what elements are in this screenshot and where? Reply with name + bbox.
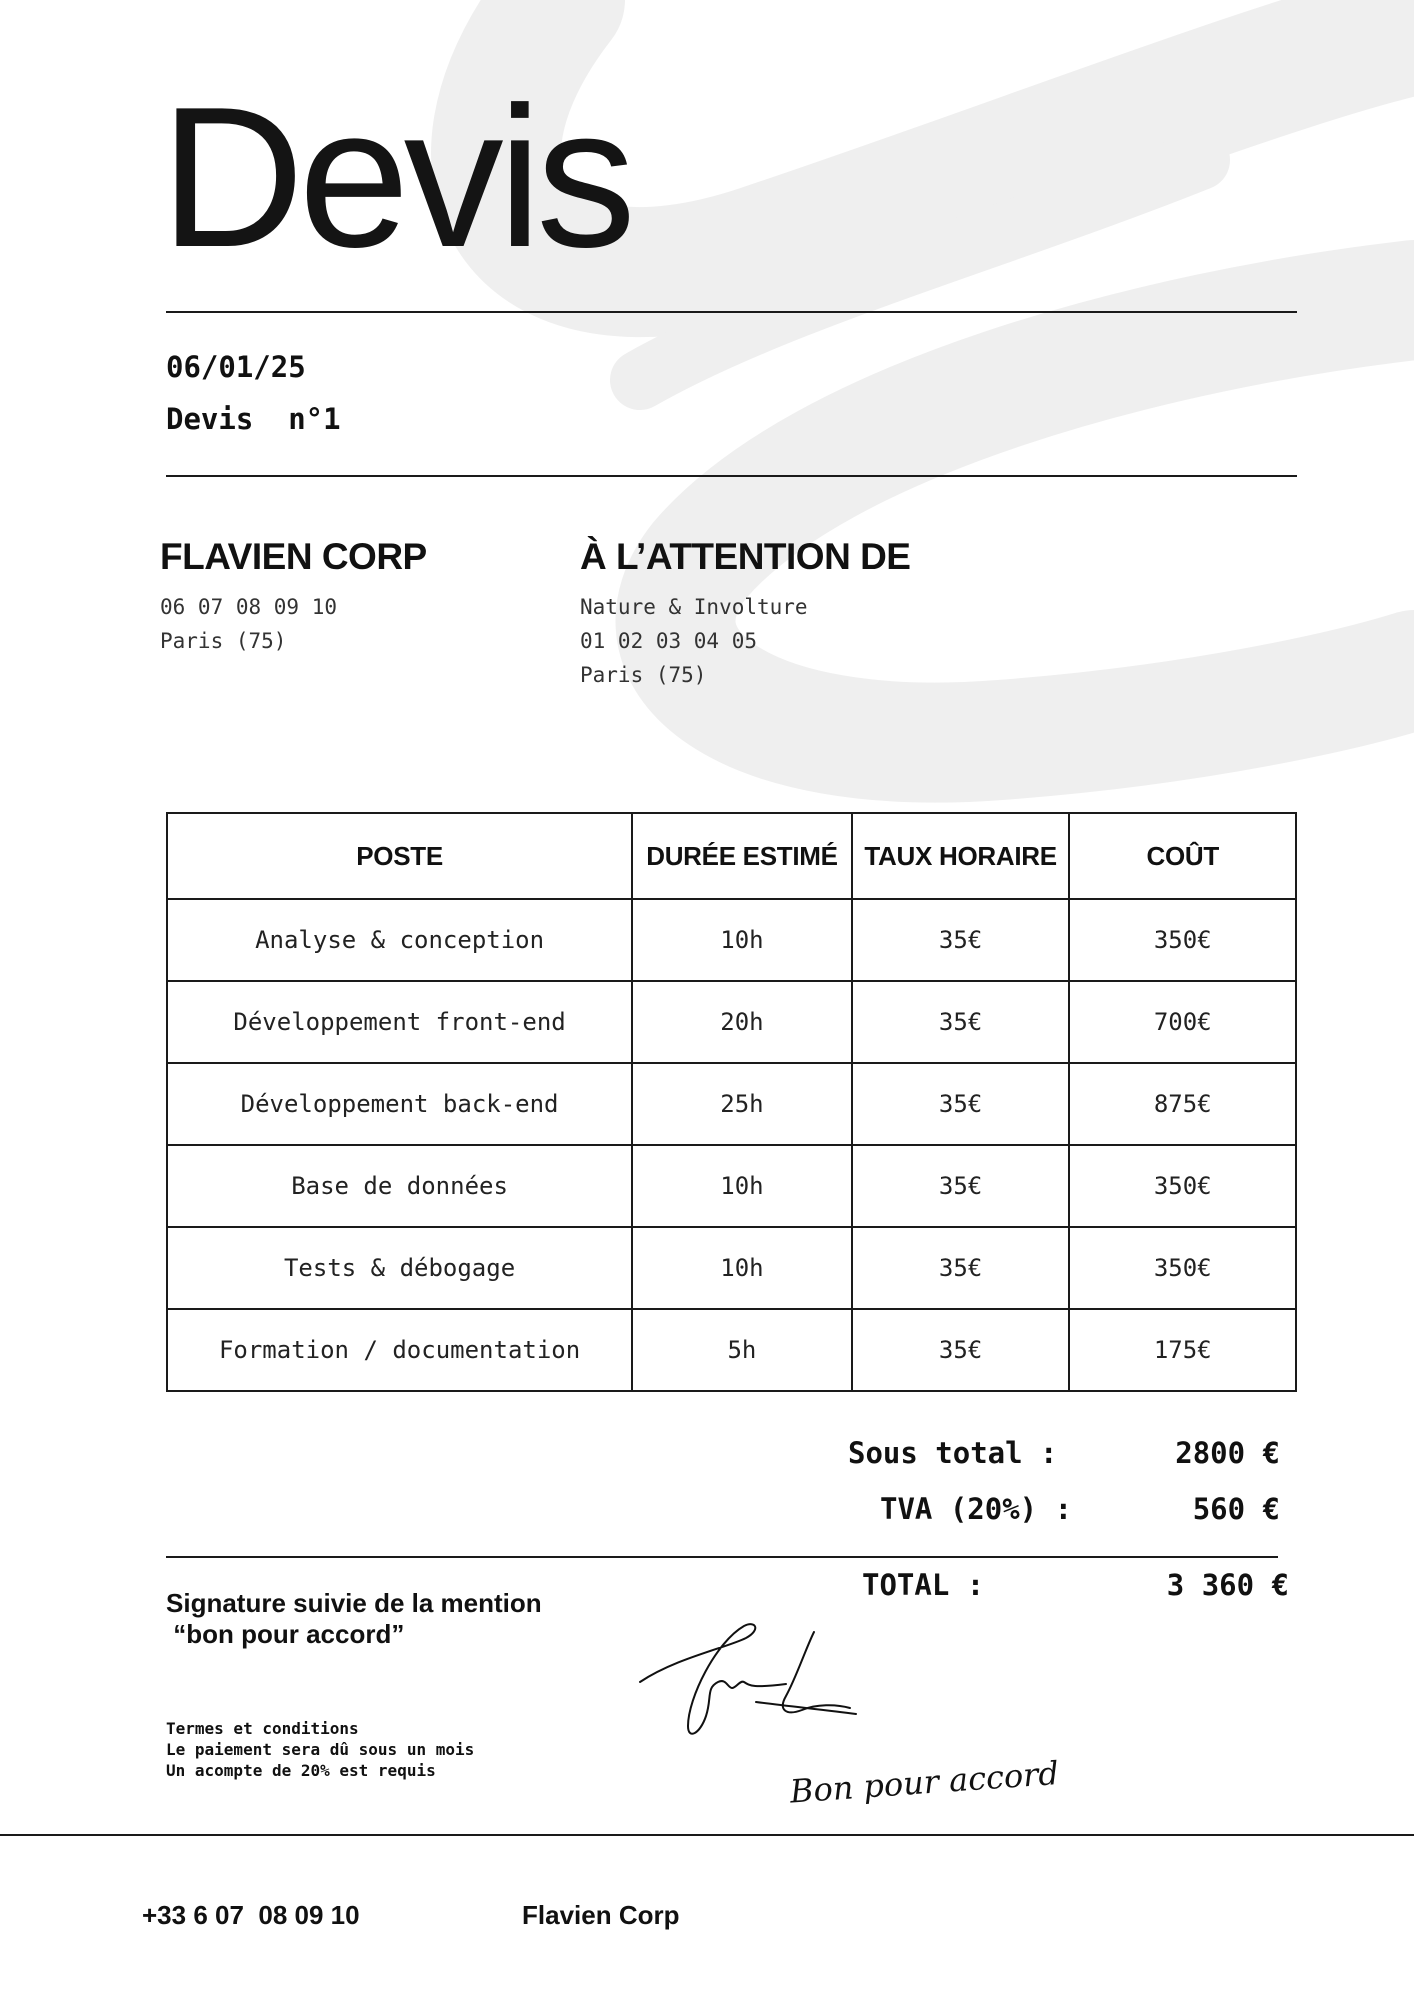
cell-taux: 35€ xyxy=(852,1227,1070,1309)
cell-cout: 350€ xyxy=(1069,1227,1296,1309)
signature-heading: Signature suivie de la mention “bon pour accord” xyxy=(166,1588,542,1649)
cell-duree: 10h xyxy=(632,899,852,981)
cell-cout: 350€ xyxy=(1069,899,1296,981)
recipient-heading: À L’ATTENTION DE xyxy=(580,536,911,577)
cell-poste: Formation / documentation xyxy=(167,1309,632,1391)
cell-cout: 350€ xyxy=(1069,1145,1296,1227)
sender-city: Paris (75) xyxy=(160,629,287,653)
cell-cout: 875€ xyxy=(1069,1063,1296,1145)
column-header-duree: DURÉE ESTIMÉ xyxy=(632,813,852,899)
totals-divider xyxy=(166,1556,1278,1558)
recipient-city: Paris (75) xyxy=(580,663,707,687)
cell-cout: 175€ xyxy=(1069,1309,1296,1391)
table-header-row xyxy=(167,813,1296,899)
terms-line-payment: Le paiement sera dû sous un mois xyxy=(166,1740,475,1759)
quote-items-table xyxy=(166,812,1297,1392)
column-header-cout: COÛT xyxy=(1069,813,1296,899)
handwritten-note-text: Bon pour accord xyxy=(788,1753,1061,1811)
table-row xyxy=(167,1145,1296,1227)
sender-block xyxy=(160,536,427,658)
column-header-poste: POSTE xyxy=(167,813,632,899)
subtotal-value: 2800 € xyxy=(1175,1436,1280,1470)
cell-taux: 35€ xyxy=(852,1309,1070,1391)
cell-poste: Développement back-end xyxy=(167,1063,632,1145)
vat-value: 560 € xyxy=(1192,1492,1280,1526)
sender-name: FLAVIEN CORP xyxy=(160,536,427,577)
recipient-name: Nature & Involture xyxy=(580,595,808,619)
recipient-block xyxy=(580,536,910,692)
footer-divider xyxy=(0,1834,1414,1836)
cell-taux: 35€ xyxy=(852,1063,1070,1145)
footer-company: Flavien Corp xyxy=(522,1900,680,1930)
header-bottom-divider xyxy=(166,475,1297,477)
top-divider xyxy=(166,311,1297,313)
column-header-taux: TAUX HORAIRE xyxy=(852,813,1070,899)
table-row xyxy=(167,1063,1296,1145)
cell-cout: 700€ xyxy=(1069,981,1296,1063)
footer-phone: +33 6 07 08 09 10 xyxy=(142,1900,360,1930)
cell-duree: 20h xyxy=(632,981,852,1063)
table-row xyxy=(167,1227,1296,1309)
cell-poste: Base de données xyxy=(167,1145,632,1227)
cell-taux: 35€ xyxy=(852,1145,1070,1227)
document-title: Devis xyxy=(160,66,631,289)
cell-taux: 35€ xyxy=(852,899,1070,981)
quote-number: Devis n°1 xyxy=(166,402,341,436)
cell-duree: 10h xyxy=(632,1145,852,1227)
table-row xyxy=(167,1309,1296,1391)
total-label: TOTAL : xyxy=(862,1568,985,1602)
terms-title: Termes et conditions xyxy=(166,1719,359,1738)
table-row xyxy=(167,899,1296,981)
terms-block xyxy=(166,1718,474,1781)
table-row xyxy=(167,981,1296,1063)
sender-phone: 06 07 08 09 10 xyxy=(160,595,338,619)
cell-duree: 5h xyxy=(632,1309,852,1391)
handwritten-signature xyxy=(636,1618,866,1748)
document-date: 06/01/25 xyxy=(166,350,306,384)
cell-duree: 10h xyxy=(632,1227,852,1309)
bon-pour-accord-handwriting xyxy=(786,1748,1061,1820)
vat-label: TVA (20%) : xyxy=(880,1492,1073,1526)
cell-taux: 35€ xyxy=(852,981,1070,1063)
cell-poste: Analyse & conception xyxy=(167,899,632,981)
cell-poste: Tests & débogage xyxy=(167,1227,632,1309)
subtotal-label: Sous total : xyxy=(848,1436,1058,1470)
cell-poste: Développement front-end xyxy=(167,981,632,1063)
cell-duree: 25h xyxy=(632,1063,852,1145)
total-value: 3 360 € xyxy=(1166,1568,1289,1602)
terms-line-deposit: Un acompte de 20% est requis xyxy=(166,1761,436,1780)
recipient-phone: 01 02 03 04 05 xyxy=(580,629,758,653)
